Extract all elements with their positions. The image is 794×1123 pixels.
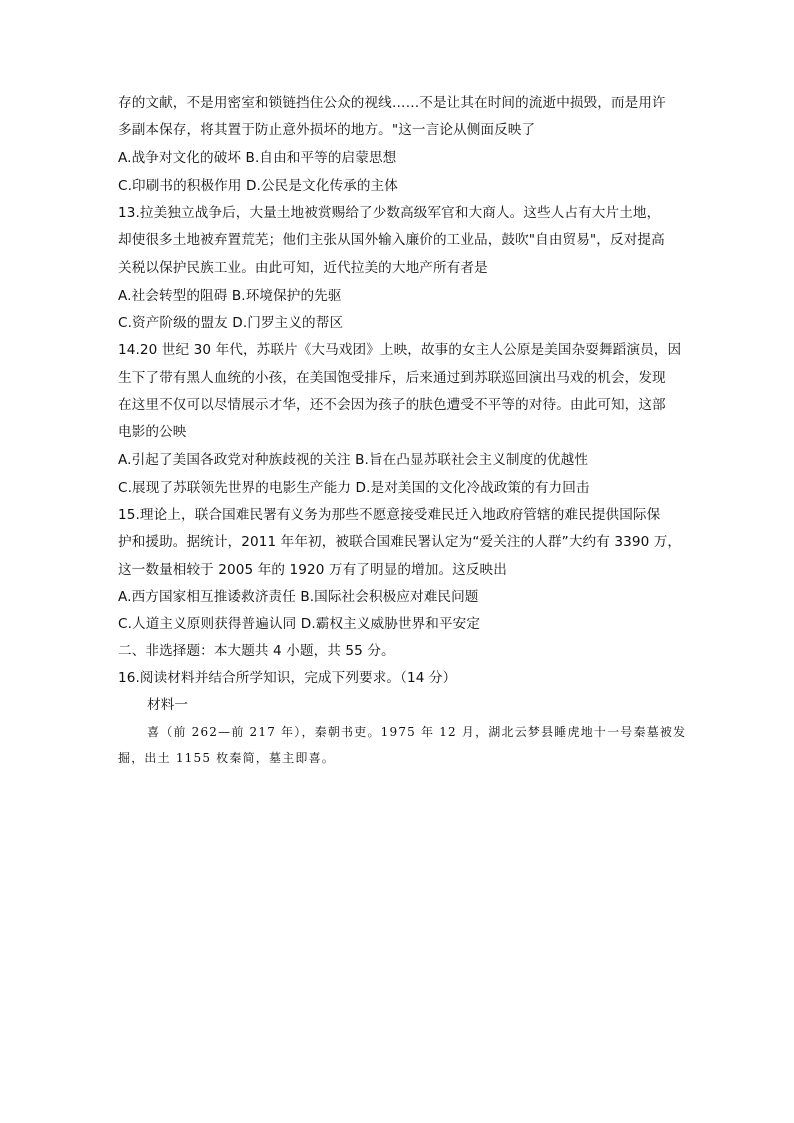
text-line: 护和援助。据统计，2011 年年初，被联合国难民署认定为“爱关注的人群”大约有 3390 万，: [118, 534, 682, 550]
material-text: 掘，出土 1155 枚秦简，墓主即喜。: [118, 751, 335, 765]
option-line: C.资产阶级的盟友 D.门罗主义的帮区: [118, 315, 344, 331]
question-15: 15.理论上，联合国难民署有义务为那些不愿意接受难民迁入地政府管辖的难民提供国际保: [118, 507, 661, 523]
text-line: 存的文献，不是用密室和锁链挡住公众的视线……不是让其在时间的流逝中损毁，而是用许: [118, 95, 666, 111]
text-line: 多副本保存，将其置于防止意外损坏的地方。"这一言论从侧面反映了: [118, 122, 536, 138]
option-line: C.展现了苏联领先世界的电影生产能力 D.是对美国的文化冷战政策的有力回击: [118, 480, 590, 496]
text-line: 关税以保护民族工业。由此可知，近代拉美的大地产所有者是: [118, 260, 488, 276]
option-line: A.引起了美国各政党对种族歧视的关注 B.旨在凸显苏联社会主义制度的优越性: [118, 452, 589, 468]
material-text: 喜（前 262—前 217 年），秦朝书吏。1975 年 12 月，湖北云梦县睡虎地十一号秦墓被发: [147, 725, 687, 739]
question-16: 16.阅读材料并结合所学知识，完成下列要求。（14 分）: [118, 670, 457, 686]
option-line: C.人道主义原则获得普遍认同 D.霸权主义威胁世界和平安定: [118, 616, 481, 632]
text-line: 这一数量相较于 2005 年的 1920 万有了明显的增加。这反映出: [118, 562, 507, 578]
section-heading: 二、非选择题：本大题共 4 小题，共 55 分。: [118, 643, 395, 659]
question-13: 13.拉美独立战争后，大量土地被赏赐给了少数高级军官和大商人。这些人占有大片土地，: [118, 205, 661, 221]
text-line: 电影的公映: [118, 424, 187, 440]
option-line: C.印刷书的积极作用 D.公民是文化传承的主体: [118, 178, 398, 194]
text-line: 在这里不仅可以尽情展示才华，还不会因为孩子的肤色遭受不平等的对待。由此可知，这部: [118, 397, 666, 413]
option-line: A.西方国家相互推诿救济责任 B.国际社会积极应对难民问题: [118, 589, 479, 605]
option-line: A.社会转型的阻碍 B.环境保护的先驱: [118, 288, 342, 304]
question-14: 14.20 世纪 30 年代，苏联片《大马戏团》上映，故事的女主人公原是美国杂耍舞蹈演员，因: [118, 342, 682, 358]
text-line: 生下了带有黑人血统的小孩，在美国饱受排斥，后来通过到苏联巡回演出马戏的机会，发现: [118, 370, 666, 386]
material-label: 材料一: [147, 697, 189, 713]
text-line: 却使很多土地被弃置荒芜；他们主张从国外输入廉价的工业品，鼓吹"自由贸易"，反对提高: [118, 232, 665, 248]
option-line: A.战争对文化的破坏 B.自由和平等的启蒙思想: [118, 150, 397, 166]
